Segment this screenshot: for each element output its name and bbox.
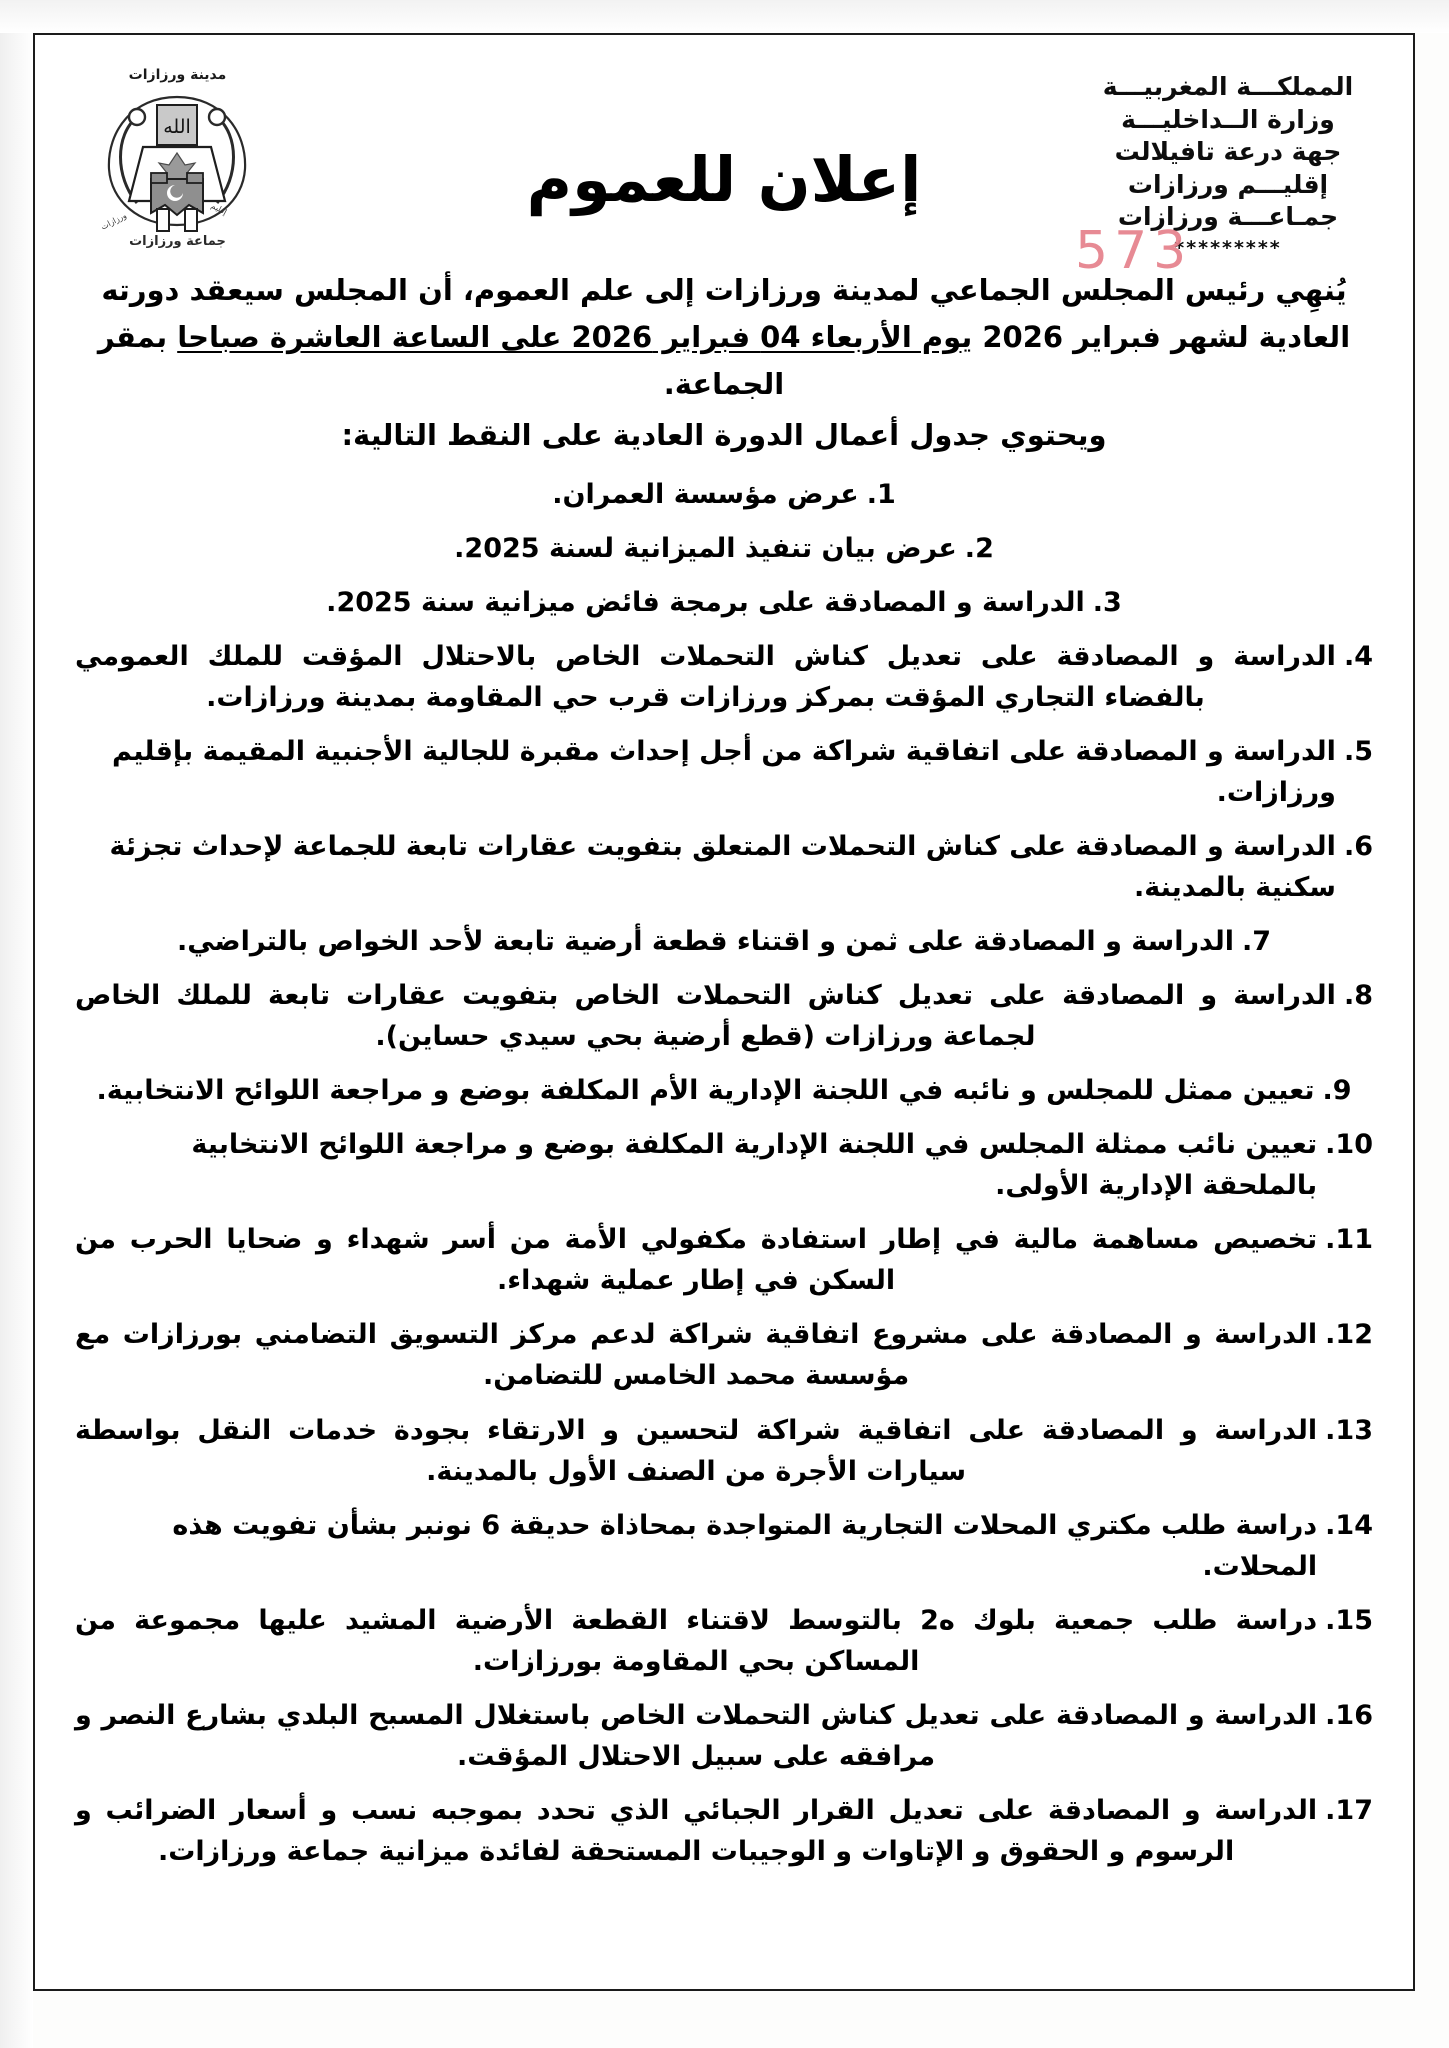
agenda-item xyxy=(75,975,1373,1057)
agenda-item xyxy=(75,474,1373,515)
document-content xyxy=(35,35,1413,1989)
agenda-lead-in: ويحتوي جدول أعمال الدورة العادية على النقط التالية: xyxy=(341,417,1107,452)
agenda-item xyxy=(75,1314,1373,1396)
agenda-item xyxy=(75,921,1373,962)
ministry-line-kingdom: المملكـــة المغربيـــة xyxy=(1102,72,1354,101)
agenda-item-number: 9. xyxy=(1322,1075,1352,1107)
ministry-line-commune: جمـاعـــة ورزازات xyxy=(1117,202,1339,231)
agenda-item xyxy=(75,1070,1373,1111)
intro-session-datetime: يوم الأربعاء 04 فبراير 2026 على الساعة العاشرة صباحا xyxy=(177,319,973,354)
agenda-item xyxy=(75,582,1373,623)
agenda-item-text: تعيين ممثل للمجلس و نائبه في اللجنة الإدارية الأم المكلفة بوضع و مراجعة اللوائح الانتخابية. xyxy=(96,1075,1315,1107)
agenda-item xyxy=(75,636,1373,718)
intro-paragraph xyxy=(75,267,1373,408)
svg-text:إقليم: إقليم xyxy=(209,201,229,217)
scan-edge-shadow-left xyxy=(0,0,33,2048)
ministry-line-region: جهة درعة تافيلالت xyxy=(1114,137,1342,166)
agenda-item-number: 4. xyxy=(1343,641,1373,672)
agenda-item-text: الدراسة و المصادقة على ثمن و اقتناء قطعة أرضية تابعة لأحد الخواص بالتراضي. xyxy=(176,926,1234,958)
document-header xyxy=(75,51,1373,281)
agenda-item-number: 13. xyxy=(1325,1414,1373,1446)
agenda-item xyxy=(75,1695,1373,1777)
agenda-item-text: الدراسة و المصادقة على اتفاقية شراكة لتحسين و الارتقاء بجودة خدمات النقل بواسطة سيارات الأجرة من الصنف الأول بالمدينة. xyxy=(75,1414,1318,1487)
agenda-item-text: الدراسة و المصادقة على تعديل كناش التحملات الخاص بالاحتلال المؤقت للملك العمومي بالفضاء التجاري المؤقت بمركز ورزازات قرب حي المقاومة بمدينة ورزازات. xyxy=(75,641,1336,714)
agenda-item-text: الدراسة و المصادقة على كناش التحملات المتعلق بتفويت عقارات تابعة للجماعة لإحداث تجزئة سكنية بالمدينة. xyxy=(109,831,1336,904)
intro-text-part1: يُنهِي رئيس المجلس الجماعي لمدينة ورزازات إلى علم العموم، أن المجلس سيعقد دورته العادية لشهر فبراير 2026 xyxy=(101,273,1351,354)
ministry-separator: ********* xyxy=(1174,236,1282,259)
agenda-item-number: 3. xyxy=(1092,586,1122,618)
ministry-line-interior: وزارة الــداخليـــة xyxy=(1121,104,1335,134)
intro-text-part2: بمقر الجماعة. xyxy=(97,319,785,401)
agenda-item xyxy=(75,1790,1373,1872)
agenda-item-number: 10. xyxy=(1325,1129,1373,1161)
agenda-item-number: 2. xyxy=(964,532,994,564)
reference-number-stamp: 573 xyxy=(1075,221,1193,281)
agenda-item-text: تعيين نائب ممثلة المجلس في اللجنة الإدارية المكلفة بوضع و مراجعة اللوائح الانتخابية بالملحقة الإدارية الأولى. xyxy=(191,1129,1318,1202)
agenda-item-number: 12. xyxy=(1325,1319,1373,1351)
emblem-caption-top: مدينة ورزازات xyxy=(128,67,227,83)
agenda-list xyxy=(75,474,1373,1872)
agenda-item-number: 17. xyxy=(1325,1794,1373,1826)
agenda-item xyxy=(75,1124,1373,1206)
agenda-item-number: 14. xyxy=(1325,1509,1373,1541)
scan-edge-shadow-top xyxy=(0,0,1449,33)
agenda-item xyxy=(75,1505,1373,1587)
agenda-item-number: 7. xyxy=(1242,926,1272,958)
agenda-item-text: دراسة طلب جمعية بلوك ه2 بالتوسط لاقتناء القطعة الأرضية المشيد عليها مجموعة من المساكن بحي المقاومة بورزازات. xyxy=(75,1604,1318,1677)
page-title: إعلان للعموم xyxy=(526,143,922,216)
agenda-item-number: 6. xyxy=(1343,831,1373,863)
agenda-item-number: 11. xyxy=(1325,1224,1373,1256)
agenda-item-number: 1. xyxy=(866,478,896,510)
agenda-item-number: 5. xyxy=(1343,736,1373,768)
agenda-item xyxy=(75,731,1373,813)
agenda-item-text: الدراسة و المصادقة على تعديل كناش التحملات الخاص باستغلال المسبح البلدي بشارع النصر و مرافقه على سبيل الاحتلال المؤقت. xyxy=(75,1699,1318,1772)
svg-text:ورزازات: ورزازات xyxy=(99,210,128,232)
agenda-item-text: الدراسة و المصادقة على برمجة فائض ميزانية سنة 2025. xyxy=(326,586,1085,618)
agenda-item-number: 16. xyxy=(1325,1699,1373,1731)
agenda-item xyxy=(75,1410,1373,1492)
agenda-item xyxy=(75,528,1373,569)
agenda-item-number: 15. xyxy=(1325,1604,1373,1636)
agenda-item-text: الدراسة و المصادقة على اتفاقية شراكة من أجل إحداث مقبرة للجالية الأجنبية المقيمة بإقليم ورزازات. xyxy=(112,736,1336,809)
agenda-item-text: الدراسة و المصادقة على تعديل كناش التحملات الخاص بتفويت عقارات تابعة للملك الخاص لجماعة ورزازات (قطع أرضية بحي سيدي حساين). xyxy=(75,980,1336,1053)
agenda-item-text: الدراسة و المصادقة على مشروع اتفاقية شراكة لدعم مركز التسويق التضامني بورزازات مع مؤسسة محمد الخامس للتضامن. xyxy=(75,1319,1318,1392)
svg-text:الله: الله xyxy=(163,116,191,138)
emblem-caption-bottom: جماعة ورزازات xyxy=(129,234,226,249)
agenda-item-text: عرض بيان تنفيذ الميزانية لسنة 2025. xyxy=(454,532,957,564)
agenda-item-number: 8. xyxy=(1343,980,1373,1012)
agenda-item xyxy=(75,1600,1373,1682)
agenda-item xyxy=(75,1219,1373,1301)
ministry-line-province: إقليـــم ورزازات xyxy=(1127,169,1329,199)
agenda-item-text: دراسة طلب مكتري المحلات التجارية المتواجدة بمحاذاة حديقة 6 نونبر بشأن تفويت هذه المحلات. xyxy=(172,1509,1318,1582)
agenda-item-text: تخصيص مساهمة مالية في إطار استفادة مكفولي الأمة من أسر شهداء و ضحايا الحرب من السكن في إطار عملية شهداء. xyxy=(75,1224,1318,1297)
agenda-item-text: عرض مؤسسة العمران. xyxy=(552,478,859,510)
agenda-item xyxy=(75,826,1373,908)
agenda-item-text: الدراسة و المصادقة على تعديل القرار الجبائي الذي تحدد بموجبه نسب و أسعار الضرائب و الرسوم و الحقوق و الإتاوات و الوجيبات المستحقة لفائدة ميزانية جماعة ورزازات. xyxy=(75,1794,1318,1867)
